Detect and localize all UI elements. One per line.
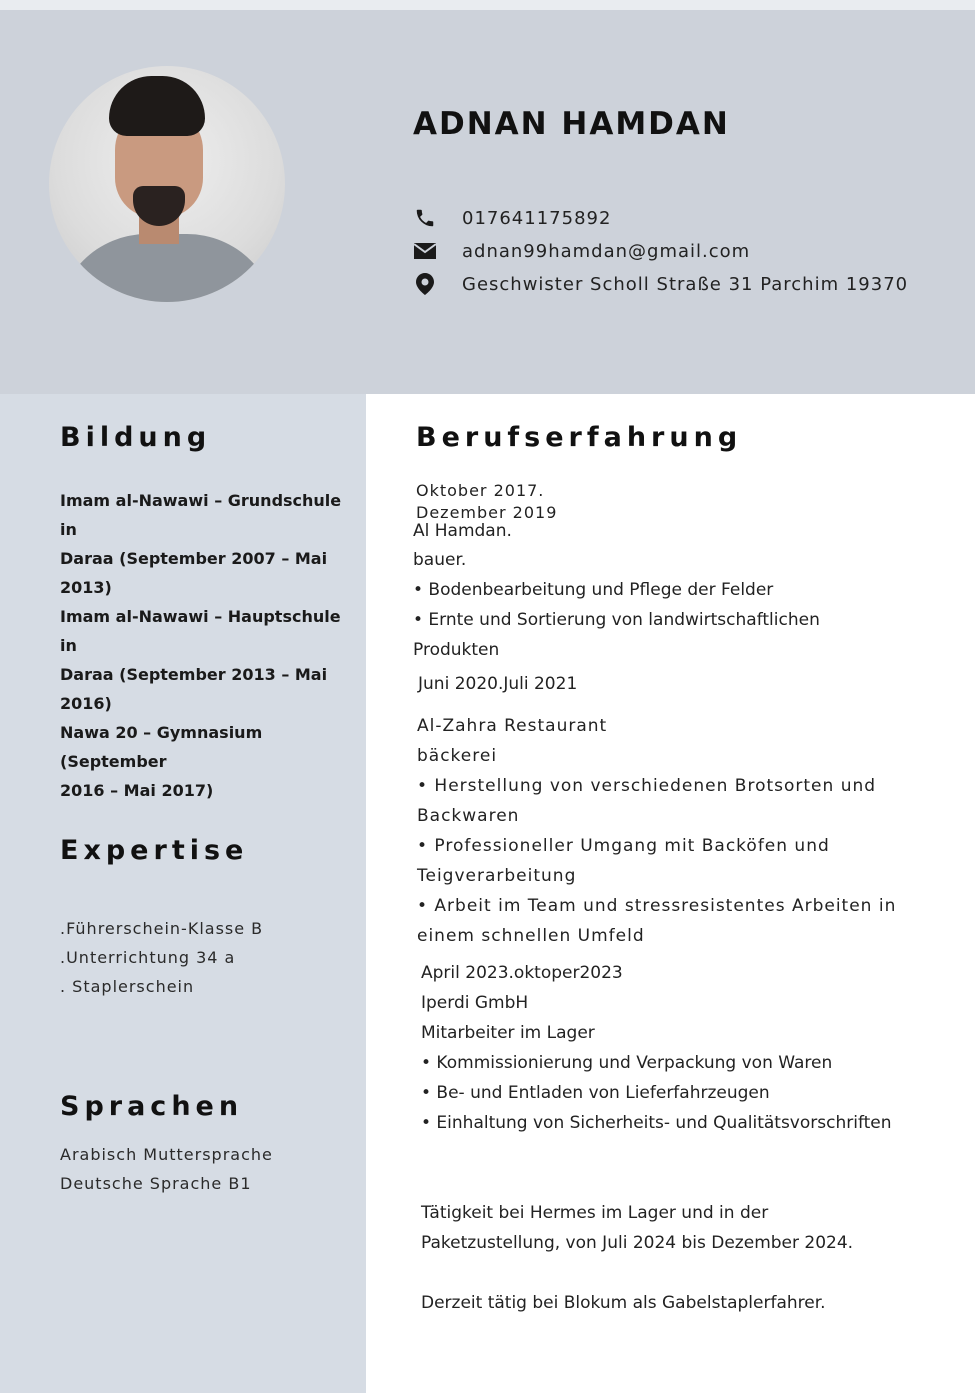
job2-details [417,711,896,951]
contact-phone [413,206,611,230]
job-company: Iperdi GmbH [421,993,529,1013]
education-line: Imam al-Nawawi – Hauptschule in [60,607,341,655]
job-line: Teigverarbeitung [417,866,577,886]
job-role: bauer. [413,550,467,570]
education-line: 2016 – Mai 2017) [60,781,214,800]
section-title-berufserfahrung: Berufserfahrung [416,422,743,453]
job-line: Tätigkeit bei Hermes im Lager und in der [421,1203,769,1223]
job-line: • Herstellung von verschiedenen Brotsorten und [417,776,877,796]
job-date: Oktober 2017. [416,481,545,500]
person-name: ADNAN HAMDAN [413,106,730,142]
job-role: bäckerei [417,746,498,766]
job-line: • Einhaltung von Sicherheits- und Qualitätsvorschriften [421,1113,892,1133]
contact-email [413,239,750,263]
email-address: adnan99hamdan@gmail.com [462,240,751,262]
job-line: einem schnellen Umfeld [417,926,645,946]
education-line: Imam al-Nawawi – Grundschule in [60,491,342,539]
contact-address [413,272,908,296]
language-item: Arabisch Muttersprache [60,1145,273,1164]
job3-details [421,958,892,1138]
mail-icon [413,239,437,263]
education-line: Daraa (September 2007 – Mai 2013) [60,549,328,597]
job-line: • Kommissionierung und Verpackung von Waren [421,1053,833,1073]
expertise-item: .Unterrichtung 34 a [60,948,236,967]
language-item: Deutsche Sprache B1 [60,1174,252,1193]
job-line: Paketzustellung, von Juli 2024 bis Dezember 2024. [421,1233,854,1253]
job-line: • Be- und Entladen von Lieferfahrzeugen [421,1083,770,1103]
location-pin-icon [413,272,437,296]
job-line: Backwaren [417,806,520,826]
profile-photo [49,66,285,302]
job1-details [413,517,820,665]
expertise-list [60,914,263,1001]
job-line: • Professioneller Umgang mit Backöfen und [417,836,830,856]
expertise-item: . Staplerschein [60,977,195,996]
postal-address: Geschwister Scholl Straße 31 Parchim 19370 [462,273,909,295]
current-position [421,1288,826,1318]
education-line: Nawa 20 – Gymnasium (September [60,723,263,771]
section-title-expertise: Expertise [60,835,249,866]
job-line: Produkten [413,640,500,660]
phone-icon [413,206,437,230]
top-strip [0,0,975,10]
job-company: Al-Zahra Restaurant [417,716,608,736]
education-line: Daraa (September 2013 – Mai 2016) [60,665,328,713]
job-company: Al Hamdan. [413,521,512,541]
job-line: Derzeit tätig bei Blokum als Gabelstaplerfahrer. [421,1293,826,1313]
job2-date-block [418,670,577,698]
section-title-bildung: Bildung [60,422,212,453]
job-line: • Arbeit im Team und stressresistentes Arbeiten in [417,896,897,916]
languages-list [60,1140,273,1198]
hermes-note [421,1198,853,1258]
job-date: Juni 2020.Juli 2021 [418,674,578,694]
job-line: • Bodenbearbeitung und Pflege der Felder [413,580,774,600]
job-line: • Ernte und Sortierung von landwirtschaftlichen [413,610,820,630]
education-list [60,486,360,805]
job-date: April 2023.oktoper2023 [421,963,623,983]
job-date: Dezember 2019 [416,503,558,522]
phone-number: 017641175892 [462,207,612,229]
expertise-item: .Führerschein-Klasse B [60,919,264,938]
job-role: Mitarbeiter im Lager [421,1023,595,1043]
section-title-sprachen: Sprachen [60,1091,244,1122]
